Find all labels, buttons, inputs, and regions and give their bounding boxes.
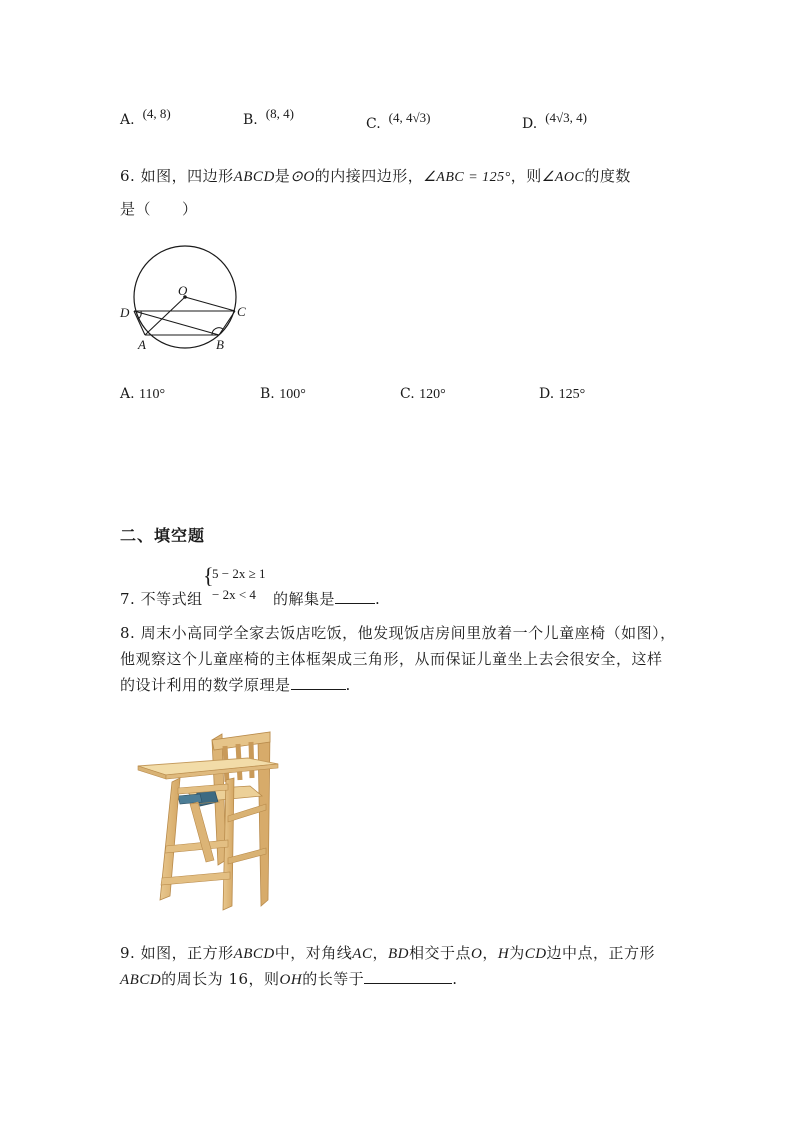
q7-text: 不等式组 [140,590,203,608]
q6-option-b [260,386,306,403]
q5-option-b [243,106,294,128]
q9-point-h: H [497,946,510,962]
section-heading: 二、填空题 [120,526,206,545]
q6-circle-figure [115,244,255,356]
q9-text: 9. 如图，正方形 [120,944,234,962]
option-value: 100° [279,387,306,402]
q6-text: 是 [274,167,291,185]
q6-line2: 是（ ） [120,200,198,218]
q6-text: ，则 [510,167,542,185]
q5-option-a [120,106,171,128]
option-label: D. [522,116,538,132]
q9-text: 为 [509,944,525,962]
q6-option-a [120,386,165,403]
option-label: C. [366,116,381,132]
label-a: A [138,337,146,352]
q9-text: 相交于点 [408,944,471,962]
option-value: (8, 4) [265,106,294,121]
q8-text: 的设计利用的数学原理是 [120,676,291,694]
q9-line1 [120,942,655,963]
q9-text: 边中点，正方形 [546,944,656,962]
option-value: 120° [419,387,446,402]
option-label: B. [243,112,258,128]
q6-line1 [120,165,631,186]
option-label: B. [260,386,275,402]
q8-line3 [120,674,351,695]
q6-text: 的内接四边形， [314,167,424,185]
option-value: 125° [558,387,586,402]
q8-end: . [345,676,351,694]
q9-text: 的周长为 16，则 [161,970,280,988]
q9-diagonal-ac: AC [352,946,373,962]
option-label: C. [400,386,415,402]
option-label: A. [120,386,135,402]
q7-inequality-1: 5 − 2x ≥ 1 [212,566,266,581]
option-value: (4, 4√3) [388,110,431,125]
label-d: D [120,305,130,320]
q9-point-o: O [470,946,483,962]
q6-text: 如图，四边形 [140,167,234,185]
q7-text: 的解集是 [273,590,336,608]
q7-system-brace: { [203,563,214,588]
q9-answer-blank [364,969,452,984]
q6-quadrilateral: ABCD [233,169,275,185]
q9-text: 的长等于 [302,970,365,988]
q9-end: . [452,970,458,988]
option-value: 110° [139,387,166,402]
q8-line2: 他观察这个儿童座椅的主体框架成三角形，从而保证儿童坐上去会很安全，这样 [120,650,663,668]
q7-number: 7. [120,590,136,608]
segment-oc [185,297,235,311]
q6-text: 的度数 [584,167,631,185]
q6-angle-abc: ∠ABC = 125° [423,170,511,185]
q6-angle-aoc: ∠AOC [541,170,585,185]
label-b: B [216,337,224,352]
high-chair-image [130,720,290,915]
q5-option-d [522,110,587,132]
q7-inequality-2: − 2x < 4 [212,587,256,602]
label-o: O [178,283,188,298]
q6-option-d [539,386,585,403]
q7-end: . [375,590,381,608]
option-value: (4√3, 4) [545,110,587,125]
q7-answer [273,588,380,609]
q6-circle: ⊙O [290,169,315,185]
option-label: D. [539,386,555,402]
q8-answer-blank [291,675,346,690]
q9-line2 [120,968,458,989]
q8-line1: 8. 周末小高同学全家去饭店吃饭，他发现饭店房间里放着一个儿童座椅（如图）， [120,624,676,642]
q9-side-cd: CD [524,946,547,962]
q5-option-c [366,110,431,132]
q9-text: ， [482,944,498,962]
chord-bc [219,311,235,335]
q6-number: 6. [120,167,136,185]
q7-line [120,588,203,609]
q7-answer-blank [335,589,375,604]
q9-square: ABCD [120,972,162,988]
option-value: (4, 8) [142,106,171,121]
option-label: A. [120,112,135,128]
q9-segment-oh: OH [279,972,303,988]
q9-text: 中，对角线 [274,944,353,962]
q6-option-c [400,386,446,403]
chord-da [134,311,145,335]
label-c: C [237,304,246,319]
q9-diagonal-bd: BD [387,946,409,962]
q9-text: ， [372,944,388,962]
q9-square: ABCD [233,946,275,962]
